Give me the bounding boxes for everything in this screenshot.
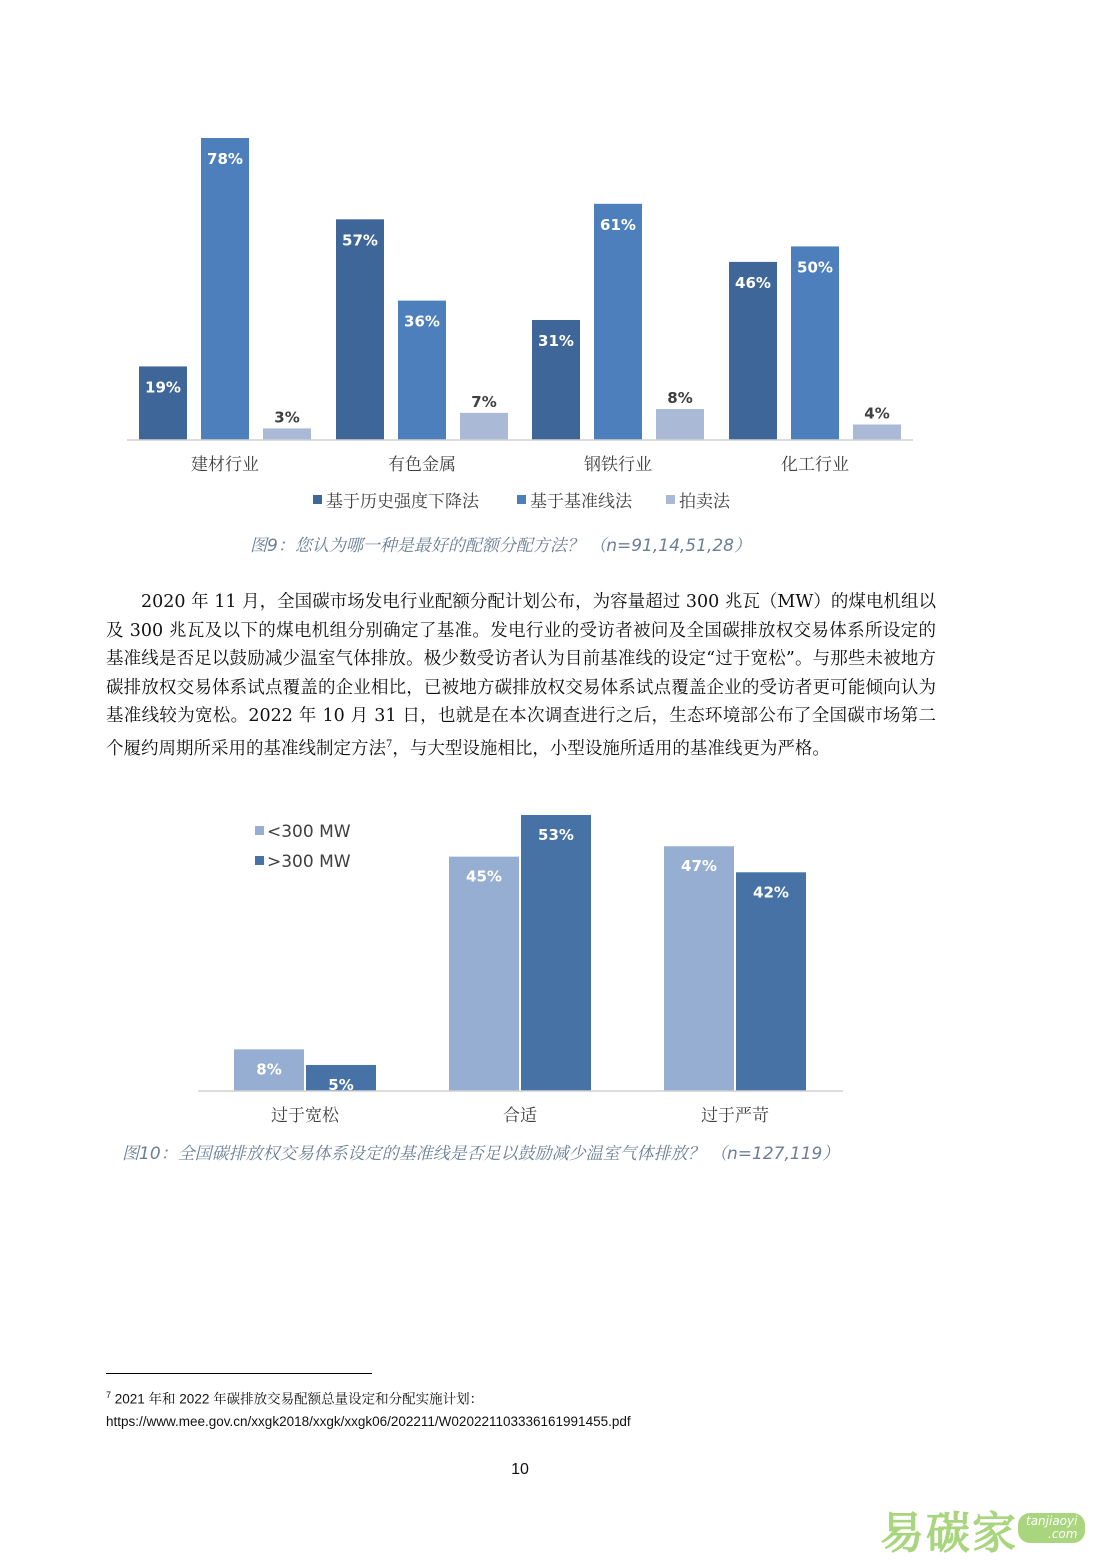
bar-fig10	[736, 872, 806, 1091]
data-label-fig10: 5%	[328, 1075, 354, 1094]
x-tick-label-fig10: 过于宽松	[271, 1106, 339, 1126]
bar-fig9	[656, 409, 704, 440]
data-label-fig9: 31%	[538, 331, 574, 350]
page-number: 10	[511, 1461, 529, 1478]
legend-swatch-fig9	[666, 495, 675, 504]
watermark-text: 易碳家	[880, 1508, 1018, 1559]
bar-fig9	[336, 219, 384, 440]
x-tick-label-fig9: 化工行业	[781, 455, 849, 475]
bar-fig9	[594, 204, 642, 440]
body-paragraph	[106, 588, 936, 763]
bar-fig10	[664, 846, 734, 1091]
bar-fig9	[201, 138, 249, 440]
x-tick-label-fig10: 过于严苛	[701, 1106, 769, 1126]
data-label-fig10: 42%	[753, 883, 789, 902]
legend-label-fig9: 基于基准线法	[530, 492, 632, 512]
legend-label-fig10: >300 MW	[267, 852, 351, 872]
legend-swatch-fig9	[313, 495, 322, 504]
data-label-fig10: 53%	[538, 826, 574, 844]
figure10-caption: 图10：全国碳排放权交易体系设定的基准线是否足以鼓励减少温室气体排放？ （n=127,119）	[122, 1144, 840, 1164]
data-label-fig9: 3%	[274, 408, 300, 427]
data-label-fig9: 50%	[797, 258, 833, 277]
data-label-fig9: 8%	[667, 389, 693, 408]
x-tick-label-fig9: 有色金属	[388, 455, 456, 475]
data-label-fig10: 8%	[256, 1060, 282, 1079]
bar-fig9	[853, 425, 901, 440]
data-label-fig9: 46%	[735, 273, 771, 292]
bar-fig9	[263, 428, 311, 440]
data-label-fig9: 57%	[342, 231, 378, 250]
footnote-title: 2021 年和 2022 年碳排放交易配额总量设定和分配实施计划：	[111, 1391, 484, 1407]
figure10-svg	[0, 790, 1102, 1135]
footnote-divider	[106, 1373, 372, 1374]
x-tick-label-fig9: 建材行业	[191, 455, 259, 475]
data-label-fig9: 19%	[145, 378, 181, 397]
figure9-caption: 图9：您认为哪一种是最好的配额分配方法？ （n=91,14,51,28）	[250, 536, 751, 556]
figure9-svg	[0, 0, 1102, 520]
watermark-url-2: .com	[1048, 1527, 1078, 1541]
data-label-fig9: 61%	[600, 215, 636, 234]
figure9-chart	[0, 0, 1102, 520]
figure10-chart	[0, 790, 1102, 1135]
data-label-fig9: 7%	[471, 392, 497, 411]
data-label-fig9: 4%	[864, 404, 890, 423]
footnote	[106, 1384, 631, 1433]
watermark-url-tag	[1018, 1513, 1085, 1543]
data-label-fig9: 36%	[404, 312, 440, 331]
x-tick-label-fig10: 合适	[503, 1106, 537, 1126]
data-label-fig10: 47%	[681, 857, 717, 876]
footnote-number: 7	[106, 1390, 112, 1400]
footnote-link[interactable]: https://www.mee.gov.cn/xxgk2018/xxgk/xxgk06/202211/W020221103336161991455.pdf	[106, 1413, 631, 1429]
legend-swatch-fig9	[517, 495, 526, 504]
legend-swatch-fig10	[255, 856, 264, 865]
x-tick-label-fig9: 钢铁行业	[584, 455, 652, 475]
paragraph-text-b: ，与大型设施相比，小型设施所适用的基准线更为严格。	[392, 738, 830, 759]
footnote-ref[interactable]: 7	[386, 738, 393, 750]
legend-swatch-fig10	[255, 826, 264, 835]
bar-fig9	[460, 413, 508, 440]
watermark-url-1: tanjiaoyi	[1026, 1514, 1078, 1528]
legend-label-fig10: <300 MW	[267, 822, 351, 842]
paragraph-text-a: 2020 年 11 月，全国碳市场发电行业配额分配计划公布，为容量超过 300 兆瓦（MW）的煤电机组以及 300 兆瓦及以下的煤电机组分别确定了基准。发电行业的受访者被问及全国碳排放权交易体系所设定的基准线是否足以鼓励减少温室气体排放。极少数受访者认为目前基准线的设定“过于宽松”。与那些未被地方碳排放权交易体系试点覆盖的企业相比，已被地方碳排放权交易体系试点覆盖企业的受访者更可能倾向认为基准线较为宽松。2022 年 10 月 31 日，也就是在本次调查进行之后，生态环境部公布了全国碳市场第二个履约周期所采用的基准线制定方法	[106, 592, 936, 759]
data-label-fig9: 78%	[207, 150, 243, 168]
watermark-logo	[880, 1497, 1090, 1559]
legend-label-fig9: 拍卖法	[679, 492, 730, 512]
legend-label-fig9: 基于历史强度下降法	[326, 492, 479, 512]
bar-fig10	[449, 857, 519, 1091]
bar-fig10	[521, 815, 591, 1091]
data-label-fig10: 45%	[466, 867, 502, 886]
